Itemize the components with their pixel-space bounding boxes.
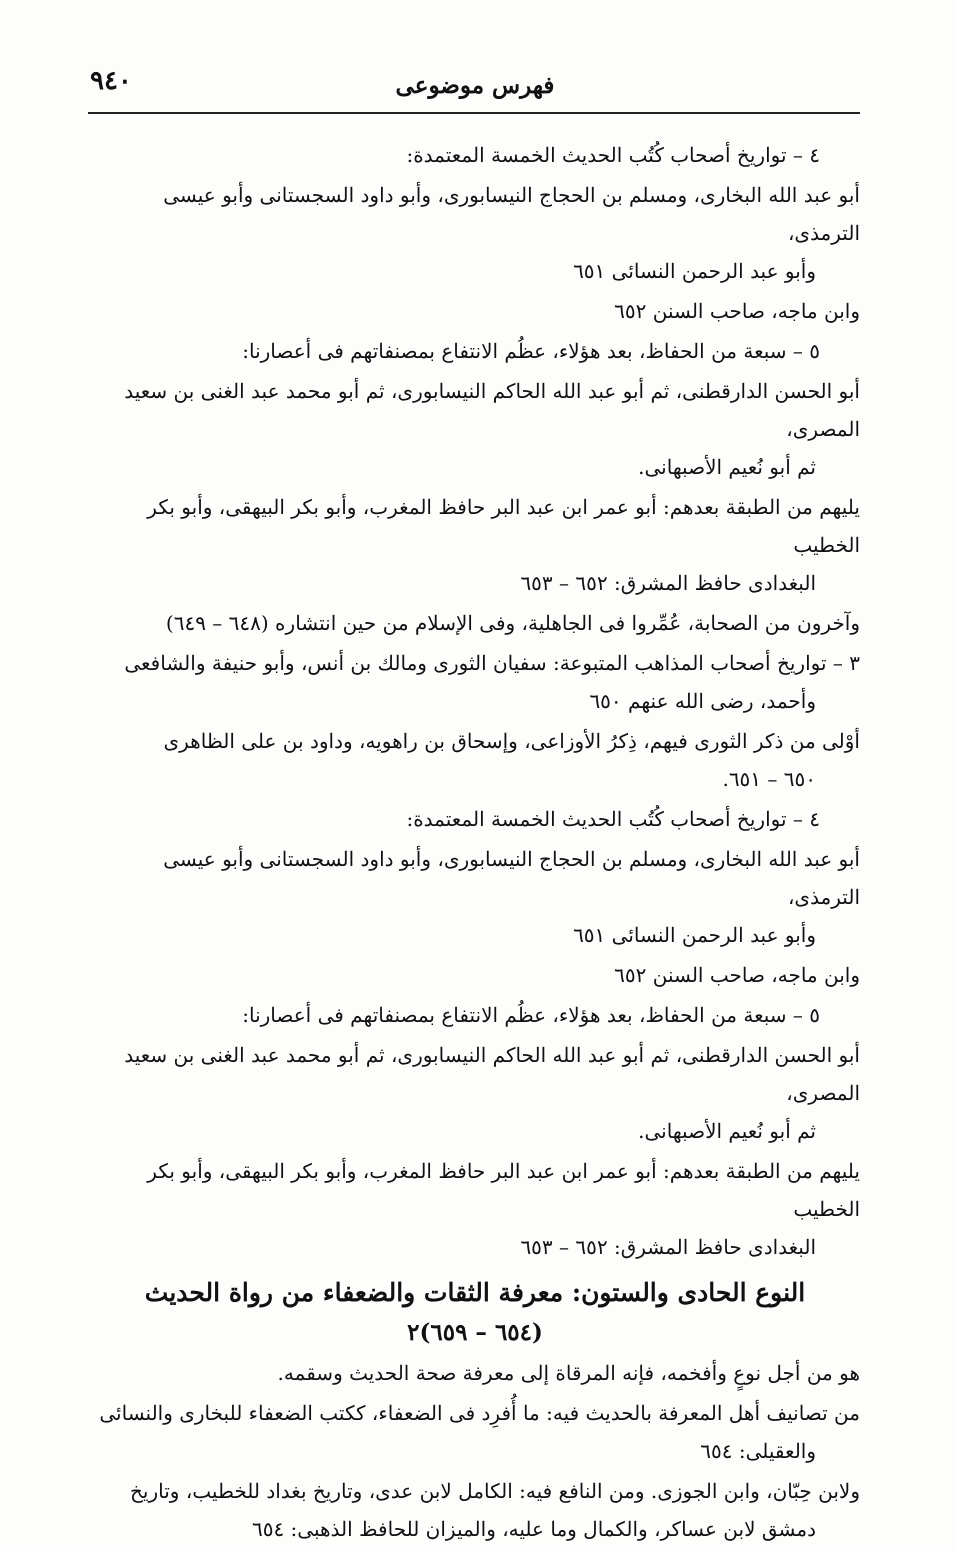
entry-line: أبو عبد الله البخارى، ومسلم بن الحجاج النيسابورى، وأبو داود السجستانى وأبو عيسى الترمذى،: [163, 847, 860, 909]
index-entry: [90, 372, 860, 486]
running-title: فهرس موضوعى: [395, 72, 555, 99]
entry-line: ٦٥٠ – ٦٥١.: [722, 767, 816, 791]
entry-line: وآخرون من الصحابة، عُمِّروا فى الجاهلية، وفى الإسلام من حين انتشاره (٦٤٨ – ٦٤٩): [165, 611, 860, 635]
entry-line: أبو عبد الله البخارى، ومسلم بن الحجاج النيسابورى، وأبو داود السجستانى وأبو عيسى الترمذى،: [163, 183, 860, 245]
index-entry: [90, 1394, 860, 1470]
index-entries: [90, 136, 860, 1266]
entry-line: وأحمد، رضى الله عنهم ٦٥٠: [589, 689, 816, 713]
entry-line: والعقيلى: ٦٥٤: [700, 1439, 816, 1463]
entry-line: ٥ – سبعة من الحفاظ، بعد هؤلاء، عظُم الانتفاع بمصنفاتهم فى أعصارنا:: [242, 1003, 820, 1027]
entry-line: وأبو عبد الرحمن النسائى ٦٥١: [573, 923, 816, 947]
entry-line: يليهم من الطبقة بعدهم: أبو عمر ابن عبد البر حافظ المغرب، وأبو بكر البيهقى، وأبو بكر الخطيب: [147, 1159, 860, 1221]
header-rule: [88, 112, 860, 114]
index-entry: [90, 488, 860, 602]
index-entry: [90, 604, 860, 642]
index-entry: [90, 956, 860, 994]
section-page-range: (٦٥٤ – ٦٥٩)٢: [407, 1319, 543, 1346]
page-body: [90, 136, 860, 1550]
entry-line: ٣ – تواريخ أصحاب المذاهب المتبوعة: سفيان الثورى ومالك بن أنس، وأبو حنيفة والشافعى: [124, 651, 860, 675]
entry-line: البغدادى حافظ المشرق: ٦٥٢ – ٦٥٣: [520, 1235, 816, 1259]
index-entry: [90, 1152, 860, 1266]
entry-line: ثم أبو نُعيم الأصبهانى.: [638, 455, 816, 479]
entry-line: أبو الحسن الدارقطنى، ثم أبو عبد الله الحاكم النيسابورى، ثم أبو محمد عبد الغنى بن سعيد المصرى،: [124, 1043, 860, 1105]
section-entries: [90, 1354, 860, 1548]
entry-line: البغدادى حافظ المشرق: ٦٥٢ – ٦٥٣: [520, 571, 816, 595]
entry-line: وابن ماجه، صاحب السنن ٦٥٢: [614, 299, 860, 323]
index-entry: [90, 996, 860, 1034]
entry-line: أبو الحسن الدارقطنى، ثم أبو عبد الله الحاكم النيسابورى، ثم أبو محمد عبد الغنى بن سعيد المصرى،: [124, 379, 860, 441]
index-entry: [90, 1472, 860, 1548]
entry-line: ولابن حِبّان، وابن الجوزى. ومن النافع فيه: الكامل لابن عدى، وتاريخ بغداد للخطيب، وتاريخ: [130, 1479, 860, 1503]
index-entry: [90, 722, 860, 798]
index-entry: [90, 136, 860, 174]
section-title: النوع الحادى والستون: معرفة الثقات والضعفاء من رواة الحديث: [144, 1278, 806, 1307]
entry-line: أوْلى من ذكر الثورى فيهم، ذِكرُ الأوزاعى، وإسحاق بن راهويه، وداود بن على الظاهرى: [163, 729, 860, 753]
entry-line: يليهم من الطبقة بعدهم: أبو عمر ابن عبد البر حافظ المغرب، وأبو بكر البيهقى، وأبو بكر الخطيب: [147, 495, 860, 557]
entry-line: ٤ – تواريخ أصحاب كُتُب الحديث الخمسة المعتمدة:: [406, 143, 820, 167]
page-header: [90, 66, 860, 106]
index-entry: [90, 176, 860, 290]
entry-line: ٤ – تواريخ أصحاب كُتُب الحديث الخمسة المعتمدة:: [406, 807, 820, 831]
entry-line: ٥ – سبعة من الحفاظ، بعد هؤلاء، عظُم الانتفاع بمصنفاتهم فى أعصارنا:: [242, 339, 820, 363]
page-number: ٩٤٠: [90, 66, 132, 96]
entry-line: دمشق لابن عساكر، والكمال وما عليه، والميزان للحافظ الذهبى: ٦٥٤: [251, 1517, 816, 1541]
entry-line: هو من أجل نوعٍ وأفخمه، فإنه المرقاة إلى معرفة صحة الحديث وسقمه.: [277, 1361, 860, 1385]
index-entry: [90, 840, 860, 954]
entry-line: وابن ماجه، صاحب السنن ٦٥٢: [614, 963, 860, 987]
entry-line: ثم أبو نُعيم الأصبهانى.: [638, 1119, 816, 1143]
index-entry: [90, 292, 860, 330]
entry-line: وأبو عبد الرحمن النسائى ٦٥١: [573, 259, 816, 283]
index-entry: [90, 332, 860, 370]
entry-line: من تصانيف أهل المعرفة بالحديث فيه: ما أُفرِد فى الضعفاء، ككتب الضعفاء للبخارى والنسائى: [99, 1401, 860, 1425]
index-entry: [90, 644, 860, 720]
index-entry: [90, 1354, 860, 1392]
index-entry: [90, 1036, 860, 1150]
index-entry: [90, 800, 860, 838]
